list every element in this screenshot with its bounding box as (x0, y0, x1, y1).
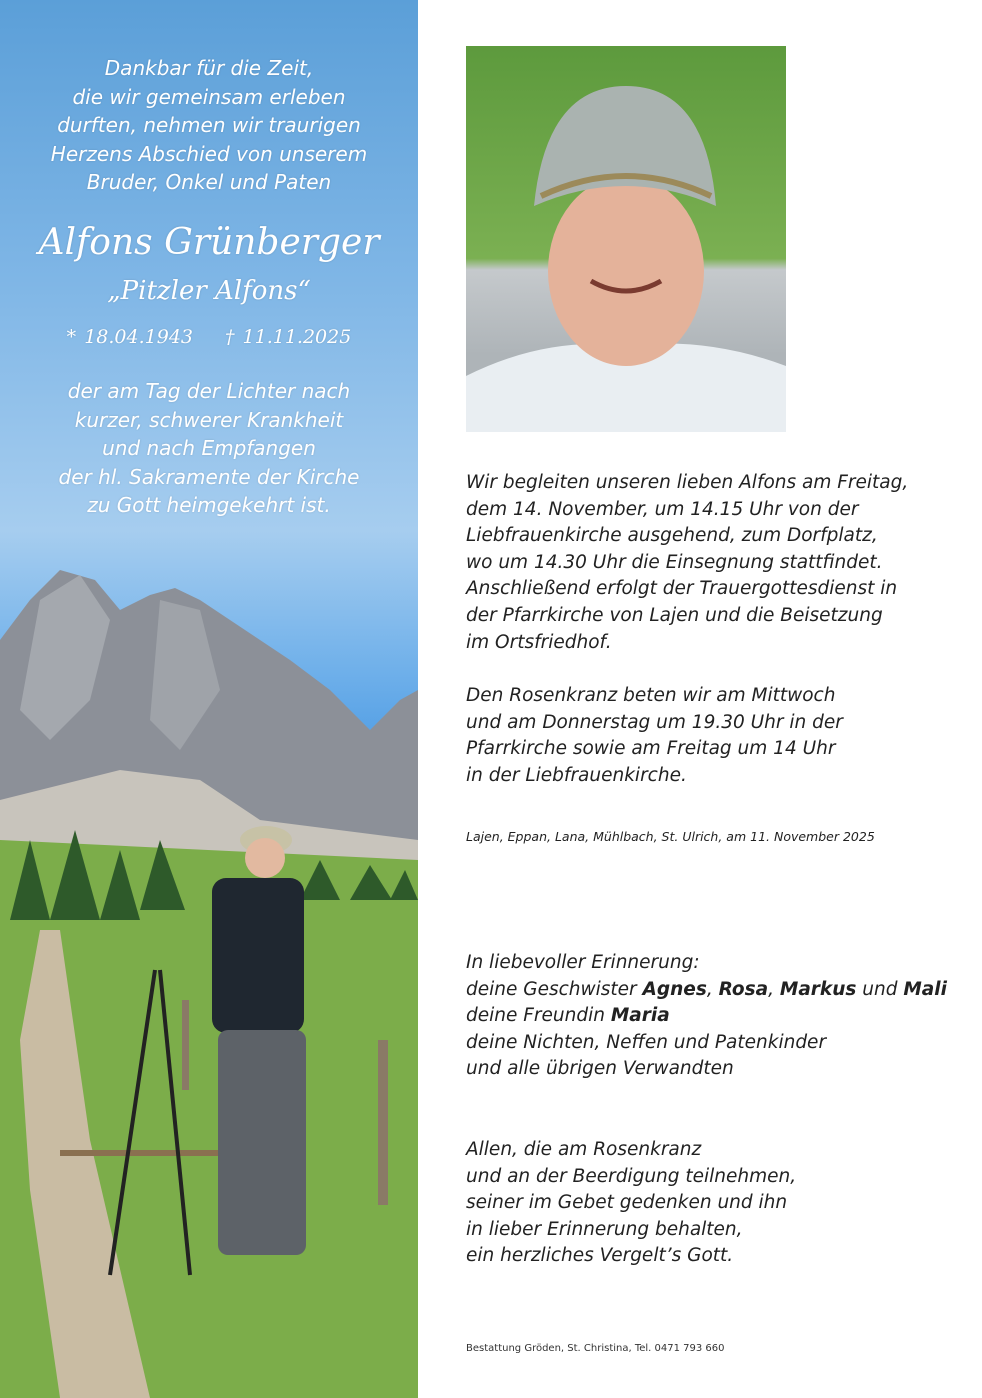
thanks-line: in lieber Erinnerung behalten, (466, 1218, 743, 1240)
outro-line: der am Tag der Lichter nach (67, 379, 351, 403)
intro-text (0, 54, 418, 197)
siblings-line (466, 977, 947, 1004)
separator: , (768, 978, 780, 1000)
thanks-line: seiner im Gebet gedenken und ihn (466, 1192, 788, 1214)
separator: , (706, 978, 719, 1000)
left-panel-photo (0, 0, 418, 1398)
rosary-line: Den Rosenkranz beten wir am Mittwoch (466, 685, 836, 706)
friend-line (466, 1003, 947, 1030)
deceased-name: Alfons Grünberger (38, 222, 380, 263)
intro-line: durften, nehmen wir traurigen (57, 113, 361, 137)
death-date: † 11.11.2025 (225, 326, 352, 348)
siblings-prefix: deine Geschwister (466, 978, 637, 1000)
funeral-line: im Ortsfriedhof. (466, 631, 612, 653)
memory-intro: In liebevoller Erinnerung: (466, 952, 700, 973)
intro-line: Dankbar für die Zeit, (104, 56, 314, 80)
mourners (466, 950, 947, 1083)
sibling-name: Rosa (718, 978, 769, 1000)
intro-line: Bruder, Onkel und Paten (86, 170, 332, 194)
separator: und (856, 978, 904, 1000)
intro-line: die wir gemeinsam erleben (72, 84, 346, 109)
rosary-line: in der Liebfrauenkirche. (466, 764, 687, 786)
intro-line: Herzens Abschied von unserem (50, 141, 368, 166)
birth-date: * 18.04.1943 (66, 326, 193, 348)
outro-line: zu Gott heimgekehrt ist. (87, 493, 331, 517)
funeral-line: Anschließend erfolgt der Trauergottesdienst in (466, 578, 898, 600)
thanks-line: und an der Beerdigung teilnehmen, (466, 1165, 797, 1187)
funeral-line: Wir begleiten unseren lieben Alfons am Freitag, (466, 472, 909, 493)
portrait-photo (466, 46, 786, 432)
friend-name: Maria (610, 1005, 670, 1027)
funeral-line: Liebfrauenkirche ausgehend, zum Dorfplatz, (466, 525, 878, 547)
funeral-info (466, 470, 908, 656)
memory-line: deine Nichten, Neffen und Patenkinder (466, 1031, 827, 1053)
outro-text (0, 377, 418, 520)
sibling-name: Agnes (642, 978, 707, 1000)
rosary-line: und am Donnerstag um 19.30 Uhr in der (466, 711, 843, 733)
outro-line: der hl. Sakramente der Kirche (58, 464, 360, 489)
life-dates (0, 326, 418, 348)
thanks-line: Allen, die am Rosenkranz (466, 1139, 702, 1160)
mountain-hiker-photo (0, 540, 418, 1398)
rosary-info (466, 683, 843, 789)
deceased-nickname: „Pitzler Alfons“ (107, 276, 311, 306)
place-date: Lajen, Eppan, Lana, Mühlbach, St. Ulrich, am 11. November 2025 (466, 829, 875, 844)
outro-line: und nach Empfangen (102, 436, 316, 460)
rosary-line: Pfarrkirche sowie am Freitag um 14 Uhr (466, 738, 836, 760)
thanks-text (466, 1137, 796, 1270)
sibling-name: Mali (903, 978, 947, 1000)
funeral-home-footer: Bestattung Gröden, St. Christina, Tel. 0471 793 660 (466, 1343, 725, 1354)
memory-line: und alle übrigen Verwandten (466, 1058, 734, 1080)
friend-prefix: deine Freundin (466, 1005, 605, 1027)
funeral-line: wo um 14.30 Uhr die Einsegnung stattfindet. (466, 551, 883, 573)
funeral-line: dem 14. November, um 14.15 Uhr von der (466, 498, 859, 520)
outro-line: kurzer, schwerer Krankheit (74, 407, 344, 432)
sibling-name: Markus (779, 978, 857, 1000)
thanks-line: ein herzliches Vergelt’s Gott. (466, 1245, 734, 1267)
funeral-line: der Pfarrkirche von Lajen und die Beisetzung (466, 604, 883, 626)
